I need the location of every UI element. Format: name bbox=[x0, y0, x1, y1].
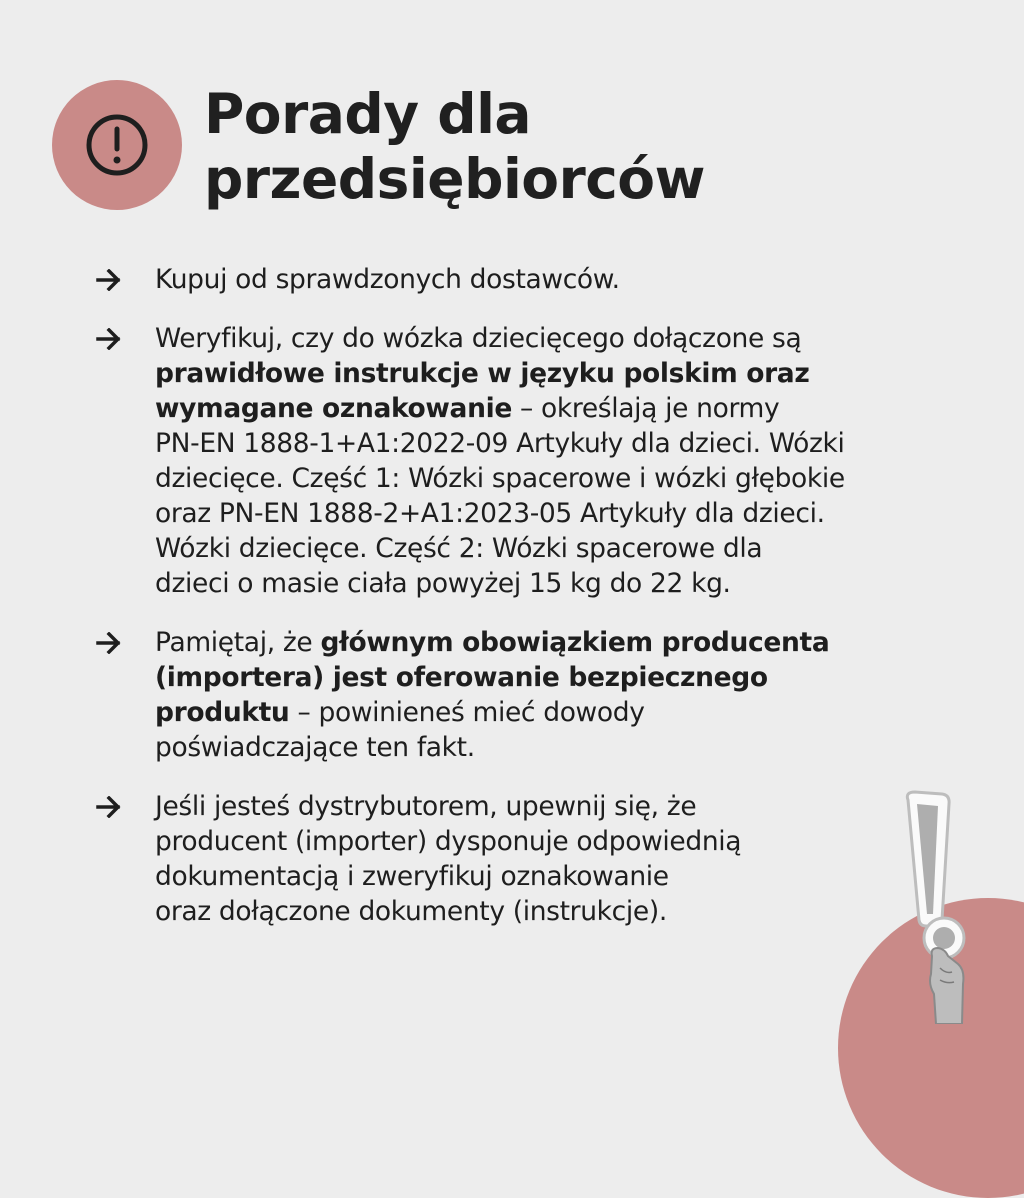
tip-text: dziecięce. Część 1: Wózki spacerowe i wózki głębokie bbox=[155, 463, 845, 494]
tip-bold-text: prawidłowe instrukcje w języku polskim oraz bbox=[155, 358, 810, 389]
tip-text: oraz dołączone dokumenty (instrukcje). bbox=[155, 896, 667, 927]
tip-text: Kupuj od sprawdzonych dostawców. bbox=[155, 264, 620, 295]
tip-text: producent (importer) dysponuje odpowiednią bbox=[155, 826, 742, 857]
tip-line bbox=[155, 894, 974, 929]
tip-line bbox=[155, 356, 974, 391]
tip-line bbox=[155, 695, 974, 730]
tip-line bbox=[155, 566, 974, 601]
tip-line bbox=[155, 531, 974, 566]
arrow-right-icon bbox=[96, 632, 122, 654]
arrow-right-icon bbox=[96, 269, 122, 291]
tip-text: – powinieneś mieć dowody bbox=[289, 697, 645, 728]
tip-line bbox=[155, 824, 974, 859]
arrow-right-icon bbox=[96, 328, 122, 350]
tip-line bbox=[155, 625, 974, 660]
header-badge bbox=[52, 80, 182, 210]
tip-bold-text: (importera) jest oferowanie bezpiecznego bbox=[155, 662, 768, 693]
tip-text: poświadczające ten fakt. bbox=[155, 732, 475, 763]
tip-text: dokumentacją i zweryfikuj oznakowanie bbox=[155, 861, 669, 892]
tip-line bbox=[155, 391, 974, 426]
tip-line bbox=[155, 321, 974, 356]
tip-item bbox=[0, 321, 1024, 601]
tips-list bbox=[0, 262, 1024, 953]
tip-text: PN-EN 1888-1+A1:2022-09 Artykuły dla dzieci. Wózki bbox=[155, 428, 845, 459]
tip-text: Weryfikuj, czy do wózka dziecięcego dołączone są bbox=[155, 323, 802, 354]
tip-line bbox=[155, 496, 974, 531]
title-line-2: przedsiębiorców bbox=[204, 147, 705, 211]
tip-text: oraz PN-EN 1888-2+A1:2023-05 Artykuły dla dzieci. bbox=[155, 498, 825, 529]
tip-bold-text: głównym obowiązkiem producenta bbox=[320, 627, 830, 658]
tip-line bbox=[155, 730, 974, 765]
tip-item bbox=[0, 625, 1024, 765]
tip-text: dzieci o masie ciała powyżej 15 kg do 22 kg. bbox=[155, 568, 731, 599]
exclamation-mark-hand-icon bbox=[890, 788, 980, 1024]
tip-item bbox=[0, 262, 1024, 297]
tip-line bbox=[155, 262, 974, 297]
tip-text: Pamiętaj, że bbox=[155, 627, 321, 658]
tip-text: – określają je normy bbox=[511, 393, 780, 424]
tip-line bbox=[155, 789, 974, 824]
tip-line bbox=[155, 859, 974, 894]
exclamation-circle-icon bbox=[52, 80, 182, 210]
tip-line bbox=[155, 461, 974, 496]
page-title bbox=[204, 82, 705, 212]
tip-bold-text: produktu bbox=[155, 697, 290, 728]
tip-item bbox=[0, 789, 1024, 929]
arrow-right-icon bbox=[96, 796, 122, 818]
tip-text: Jeśli jesteś dystrybutorem, upewnij się, że bbox=[155, 791, 697, 822]
title-line-1: Porady dla bbox=[204, 82, 532, 146]
tip-bold-text: wymagane oznakowanie bbox=[155, 393, 512, 424]
tip-text: Wózki dziecięce. Część 2: Wózki spacerowe dla bbox=[155, 533, 763, 564]
tip-line bbox=[155, 426, 974, 461]
tip-line bbox=[155, 660, 974, 695]
